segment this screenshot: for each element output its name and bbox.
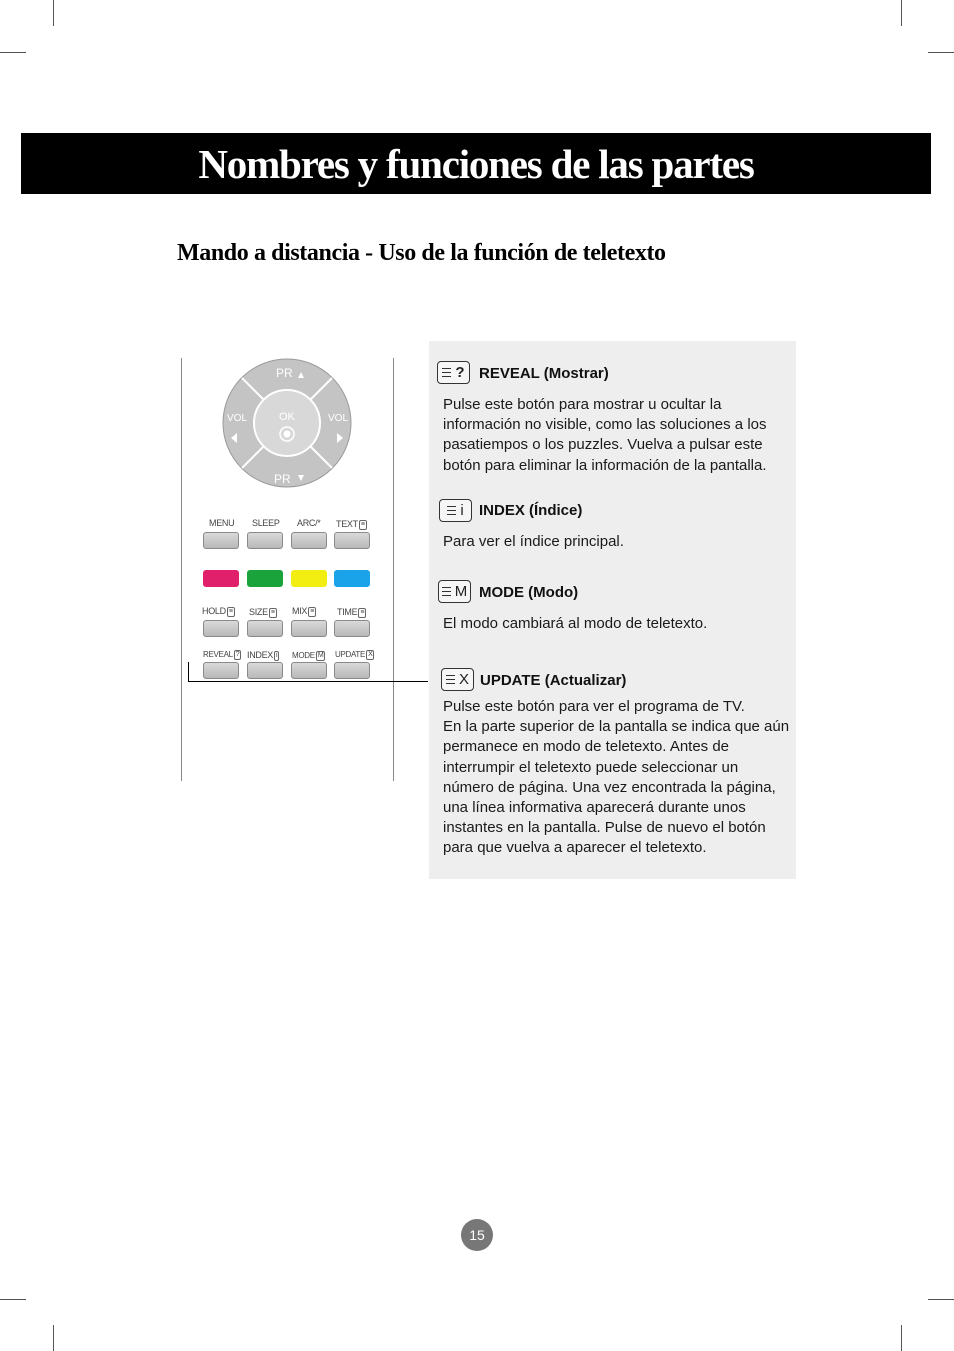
update-glyph: X	[458, 671, 469, 688]
dpad-pr-down-label: PR	[274, 472, 291, 486]
reveal-title: REVEAL (Mostrar)	[479, 365, 609, 382]
time-label-text: TIME	[337, 607, 358, 617]
update-body	[443, 697, 793, 859]
callout-leader-line	[188, 662, 189, 682]
red-button[interactable]	[203, 570, 239, 587]
mix-label	[292, 606, 316, 617]
update-key-icon	[441, 668, 474, 691]
mix-mini-icon: ≡	[310, 607, 314, 615]
crop-mark	[0, 1299, 26, 1300]
crop-mark	[928, 52, 954, 53]
text-label-text: TEXT	[336, 519, 358, 529]
blue-button[interactable]	[334, 570, 370, 587]
page-number: 15	[461, 1219, 493, 1251]
mode-glyph: M	[454, 583, 468, 600]
hold-mini-icon: ≡	[228, 607, 233, 615]
remote-right-edge	[393, 358, 394, 781]
hold-label-text: HOLD	[202, 606, 226, 616]
remote-left-edge	[181, 358, 182, 781]
index-glyph: i	[460, 502, 464, 519]
size-mini-icon: ≡	[270, 608, 275, 616]
page-title: Nombres y funciones de las partes	[198, 140, 754, 187]
arc-label: ARC/*	[297, 518, 321, 528]
crop-mark	[928, 1299, 954, 1300]
size-button[interactable]	[247, 620, 283, 637]
section-subtitle: Mando a distancia - Uso de la función de teletexto	[177, 240, 666, 266]
dpad-vol-left-label: VOL	[227, 413, 248, 424]
update-button[interactable]	[334, 662, 370, 679]
green-button[interactable]	[247, 570, 283, 587]
index-button[interactable]	[247, 662, 283, 679]
reveal-mini-icon: ?	[235, 651, 240, 658]
reveal-key-icon	[437, 361, 470, 384]
update-label-text: UPDATE	[335, 650, 366, 660]
size-label-text: SIZE	[249, 607, 268, 617]
sleep-button[interactable]	[247, 532, 283, 549]
menu-button[interactable]	[203, 532, 239, 549]
reveal-body: Pulse este botón para mostrar u ocultar la información no visible, como las soluciones a los pasatiempos o los puzzles. Vuelva a pulsar este botón para eliminar la información de la pantalla.	[443, 396, 767, 474]
reveal-label-text: REVEAL	[203, 650, 233, 660]
size-label	[249, 607, 277, 618]
mode-title: MODE (Modo)	[479, 584, 579, 601]
hold-label	[202, 606, 235, 617]
update-body-line1: Pulse este botón para ver el programa de TV.	[443, 698, 745, 715]
mode-label-text: MODE	[292, 651, 315, 661]
text-label	[336, 519, 367, 530]
update-mini-icon: X	[368, 651, 373, 658]
mode-button[interactable]	[291, 662, 327, 679]
sleep-label: SLEEP	[252, 518, 280, 528]
mode-label	[292, 651, 325, 661]
remote-dpad[interactable]	[222, 358, 352, 488]
reveal-button[interactable]	[203, 662, 239, 679]
text-button[interactable]	[334, 532, 370, 549]
mode-body: El modo cambiará al modo de teletexto.	[443, 615, 708, 632]
crop-mark	[901, 0, 902, 26]
text-mini-icon: ≡	[360, 520, 365, 528]
mode-key-icon	[438, 580, 471, 603]
dpad-pr-up-label: PR	[276, 366, 293, 380]
crop-mark	[901, 1325, 902, 1351]
index-mini-icon: i	[276, 651, 278, 659]
index-label-text: INDEX	[247, 650, 274, 660]
menu-label: MENU	[209, 518, 235, 528]
update-title: UPDATE (Actualizar)	[480, 672, 627, 689]
time-mini-icon: ≡	[360, 608, 365, 616]
time-label	[337, 607, 366, 618]
reveal-glyph: ?	[455, 364, 465, 381]
reveal-label	[203, 650, 241, 660]
index-label	[247, 650, 279, 661]
index-title: INDEX (Índice)	[479, 502, 583, 519]
update-label	[335, 650, 374, 660]
mix-label-text: MIX	[292, 606, 308, 616]
callout-leader-line	[188, 681, 428, 682]
header-banner	[21, 133, 931, 194]
hold-button[interactable]	[203, 620, 239, 637]
dpad-vol-right-label: VOL	[328, 413, 349, 424]
mix-button[interactable]	[291, 620, 327, 637]
crop-mark	[0, 52, 26, 53]
arc-button[interactable]	[291, 532, 327, 549]
index-body: Para ver el índice principal.	[443, 533, 624, 550]
crop-mark	[53, 1325, 54, 1351]
mode-mini-icon: M	[317, 652, 324, 659]
update-body-line2: En la parte superior de la pantalla se indica que aún permanece en modo de teletexto. Antes de interrumpir el teletexto puede seleccionar un número de página. Una vez encontrada la página, una línea informativa aparecerá durante unos instantes en la pantalla. Pulse de nuevo el botón para que vuelva a aparecer el teletexto.	[443, 718, 790, 857]
yellow-button[interactable]	[291, 570, 327, 587]
crop-mark	[53, 0, 54, 26]
dpad-ok-label: OK	[279, 411, 295, 423]
time-button[interactable]	[334, 620, 370, 637]
index-key-icon	[439, 499, 472, 522]
